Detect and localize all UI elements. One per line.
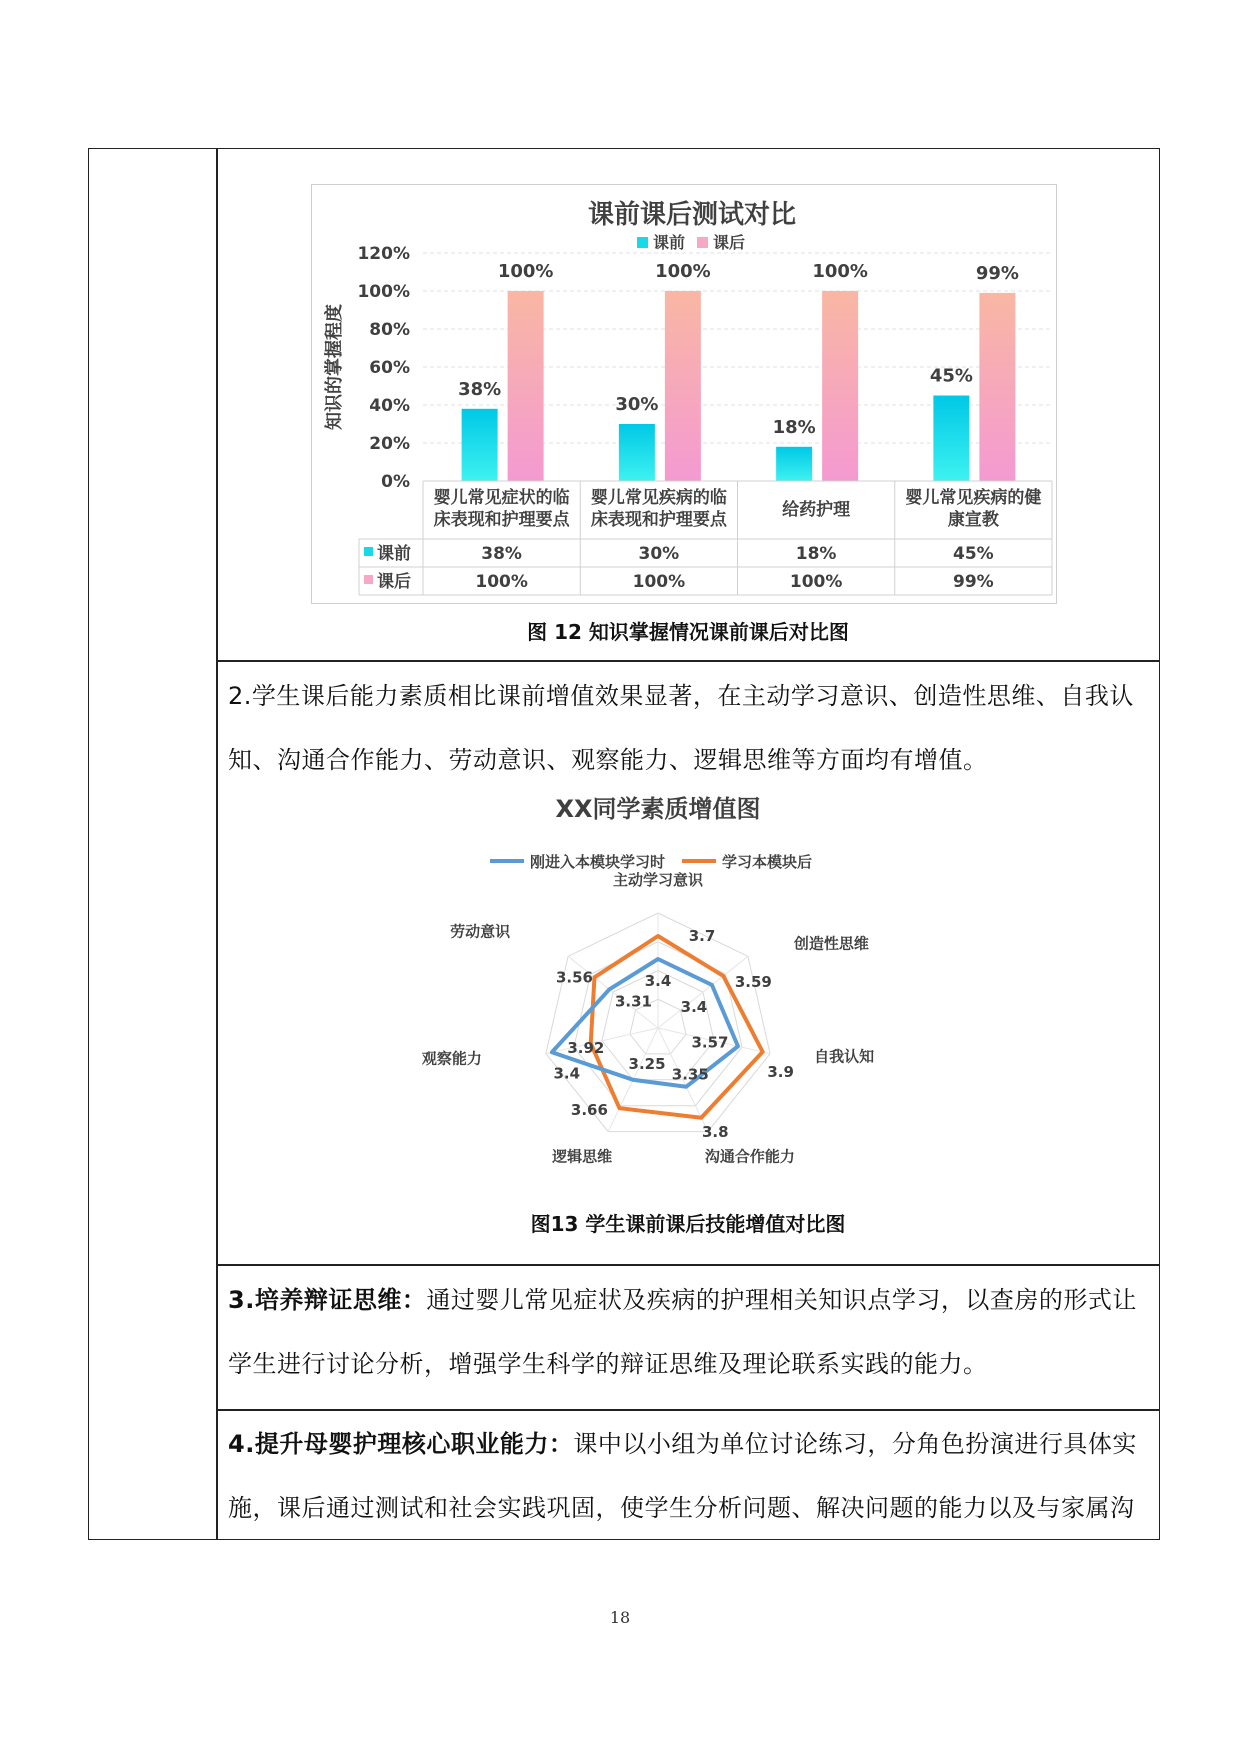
legend-label-before: 课前 xyxy=(653,233,686,252)
legend-swatch-before xyxy=(637,237,648,248)
table-row-label-after: 课后 xyxy=(377,572,411,592)
table-value-before: 18% xyxy=(795,544,837,564)
page-number: 18 xyxy=(609,1608,631,1627)
figure-12-caption: 图 12 知识掌握情况课前课后对比图 xyxy=(527,620,849,644)
table-value-after: 100% xyxy=(632,572,686,592)
table-row-label-before: 课前 xyxy=(377,544,411,564)
data-label-before: 30% xyxy=(615,394,659,415)
axis-label: 劳动意识 xyxy=(450,922,511,941)
axis-label: 主动学习意识 xyxy=(612,871,704,889)
table-swatch-before xyxy=(364,547,373,556)
table-value-after: 99% xyxy=(953,572,994,592)
chart-title: 课前课后测试对比 xyxy=(587,200,797,230)
series-line-after xyxy=(591,936,763,1118)
data-label-before: 3.25 xyxy=(628,1054,666,1073)
y-tick-label: 80% xyxy=(369,320,410,340)
paragraph-3-body: 通过婴儿常见症状及疾病的护理相关知识点学习，以查房的形式让学生进行讨论分析，增强学生科学的辩证思维及理论联系实践的能力。 xyxy=(228,1286,1137,1378)
row-divider xyxy=(216,660,1160,662)
data-label-before: 18% xyxy=(772,416,816,438)
category-label: 给药护理 xyxy=(782,500,851,520)
table-value-before: 30% xyxy=(638,544,680,564)
legend-label-before: 刚进入本模块学习时 xyxy=(530,853,666,871)
y-tick-label: 0% xyxy=(381,472,410,492)
data-label-after: 99% xyxy=(975,262,1019,284)
legend-swatch-after xyxy=(697,237,708,248)
y-tick-label: 60% xyxy=(369,358,410,378)
category-label: 婴儿常见疾病的健 xyxy=(905,488,1042,508)
paragraph-3-heading: 3.培养辩证思维： xyxy=(228,1286,427,1314)
data-label-after: 3.56 xyxy=(555,968,593,987)
data-label-before: 3.35 xyxy=(671,1065,709,1084)
y-tick-label: 100% xyxy=(357,282,410,302)
table-value-before: 45% xyxy=(953,544,994,564)
paragraph-4-body: 课中以小组为单位讨论练习，分角色扮演进行具体实施，课后通过测试和社会实践巩固，使学生分析问题、解决问题的能力以及与家属沟 xyxy=(228,1430,1137,1522)
legend-label-after: 学习本模块后 xyxy=(722,853,813,871)
bar-before xyxy=(933,396,969,482)
category-label: 床表现和护理要点 xyxy=(590,510,727,530)
chart-title: XX同学素质增值图 xyxy=(555,795,761,823)
bar-after xyxy=(508,291,544,481)
bar-after xyxy=(979,293,1015,481)
data-label-after: 100% xyxy=(812,261,868,282)
axis-label: 自我认知 xyxy=(814,1047,875,1066)
table-value-before: 38% xyxy=(481,544,522,564)
row-divider xyxy=(216,1264,1160,1266)
data-label-before: 3.31 xyxy=(614,992,652,1011)
figure-13-caption: 图13 学生课前课后技能增值对比图 xyxy=(530,1212,846,1236)
data-label-before: 3.4 xyxy=(644,972,672,990)
category-label: 康宣教 xyxy=(947,510,999,530)
paragraph-4 xyxy=(228,1412,1150,1538)
bar-after xyxy=(822,291,858,481)
data-label-after: 3.8 xyxy=(701,1122,729,1141)
paragraph-4-heading: 4.提升母婴护理核心职业能力： xyxy=(228,1430,574,1458)
bar-before xyxy=(462,409,498,481)
data-label-after: 3.4 xyxy=(553,1064,581,1083)
legend-label-after: 课后 xyxy=(713,233,746,252)
data-label-before: 45% xyxy=(929,365,973,387)
axis-label: 观察能力 xyxy=(421,1049,482,1068)
bar-chart xyxy=(312,185,1058,605)
bar-before xyxy=(619,424,655,481)
row-divider xyxy=(216,1409,1160,1411)
axis-label: 创造性思维 xyxy=(793,934,869,953)
data-label-after: 100% xyxy=(497,261,554,282)
table-value-after: 100% xyxy=(789,572,843,592)
radar-chart xyxy=(218,790,1158,1210)
bar-after xyxy=(665,291,701,481)
table-value-after: 100% xyxy=(475,572,528,592)
data-label-after: 3.59 xyxy=(734,972,772,991)
bar-before xyxy=(776,447,812,481)
data-label-before: 38% xyxy=(458,378,502,400)
data-label-before: 3.57 xyxy=(691,1033,729,1052)
data-label-after: 100% xyxy=(655,261,711,282)
category-label: 婴儿常见疾病的临 xyxy=(590,488,727,508)
paragraph-3 xyxy=(228,1268,1150,1396)
data-label-before: 3.92 xyxy=(567,1039,605,1058)
category-label: 婴儿常见症状的临 xyxy=(433,488,570,508)
y-tick-label: 20% xyxy=(369,434,410,454)
y-tick-label: 120% xyxy=(357,244,410,264)
bar-chart-container xyxy=(311,184,1057,604)
data-label-after: 3.66 xyxy=(570,1101,608,1120)
axis-label: 沟通合作能力 xyxy=(704,1147,795,1166)
table-swatch-after xyxy=(364,575,373,584)
data-label-after: 3.7 xyxy=(688,927,716,945)
data-label-before: 3.4 xyxy=(680,997,708,1016)
paragraph-2: 2.学生课后能力素质相比课前增值效果显著，在主动学习意识、创造性思维、自我认知、沟通合作能力、劳动意识、观察能力、逻辑思维等方面均有增值。 xyxy=(228,682,1134,774)
y-axis-label: 知识的掌握程度 xyxy=(324,304,345,430)
axis-label: 逻辑思维 xyxy=(552,1147,613,1166)
category-label: 床表现和护理要点 xyxy=(433,510,570,530)
data-label-after: 3.9 xyxy=(767,1062,794,1081)
y-tick-label: 40% xyxy=(369,396,410,416)
